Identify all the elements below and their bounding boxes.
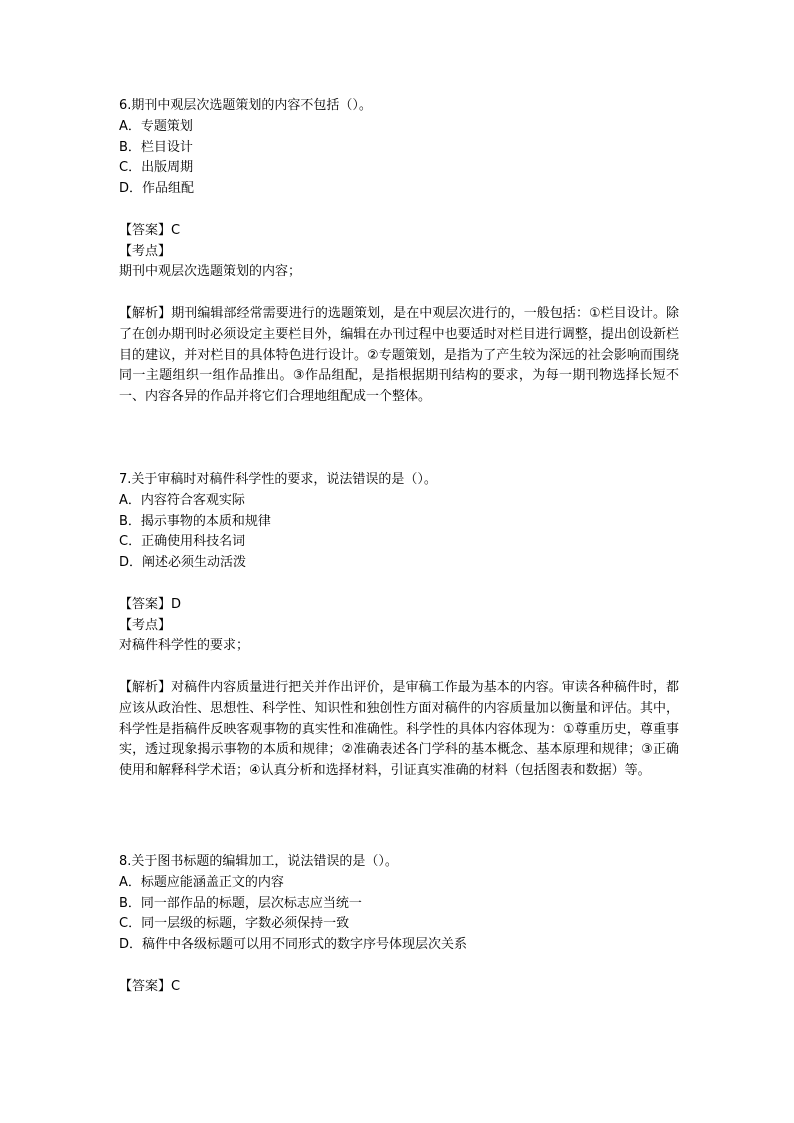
analysis-text: 对稿件内容质量进行把关并作出评价，是审稿工作最为基本的内容。审读各种稿件时，都应该从政治性、思想性、科学性、知识性和独创性方面对稿件的内容质量加以衡量和评估。其中，科学性是指稿件反映客观事物的真实性和准确性。科学性的具体内容体现为：①尊重历史，尊重事实，透过现象揭示事物的本质和规律；②准确表述各门学科的基本概念、基本原理和规律；③正确使用和解释科学术语；④认真分析和选择材料，引证真实准确的材料（包括图表和数据）等。	[119, 679, 679, 779]
analysis-text: 期刊编辑部经常需要进行的选题策划，是在中观层次进行的，一般包括：①栏目设计。除了在创办期刊时必须设定主要栏目外，编辑在办刊过程中也要适时对栏目进行调整，提出创设新栏目的建议，并对栏目的具体特色进行设计。②专题策划，是指为了产生较为深远的社会影响而围绕同一主题组织一组作品推出。③作品组配，是指根据期刊结构的要求，为每一期刊物选择长短不一、内容各异的作品并将它们合理地组配成一个整体。	[119, 305, 679, 405]
question-8	[119, 852, 679, 998]
question-stem: 8.关于图书标题的编辑加工，说法错误的是（）。	[119, 853, 398, 869]
option-d: D．作品组配	[119, 181, 195, 197]
answer-value: D	[171, 596, 182, 612]
point-text: 期刊中观层次选题策划的内容；	[119, 264, 302, 280]
question-stem: 6.期刊中观层次选题策划的内容不包括（）。	[119, 98, 372, 113]
answer-label: 【答案】	[119, 596, 172, 612]
analysis-label: 【解析】	[119, 679, 172, 695]
option-a: A．专题策划	[119, 118, 193, 134]
option-b: B．栏目设计	[119, 139, 193, 155]
point-label: 【考点】	[119, 617, 172, 633]
question-6	[119, 96, 679, 408]
option-c: C．正确使用科技名词	[119, 534, 246, 550]
option-c: C．同一层级的标题，字数必须保持一致	[119, 916, 350, 932]
option-a: A．标题应能涵盖正文的内容	[119, 874, 284, 890]
question-stem: 7.关于审稿时对稿件科学性的要求，说法错误的是（）。	[119, 471, 437, 487]
answer-value: C	[171, 222, 181, 238]
answer-label: 【答案】	[119, 978, 172, 994]
answer-value: C	[171, 978, 181, 994]
option-b: B．揭示事物的本质和规律	[119, 513, 271, 529]
option-d: D．稿件中各级标题可以用不同形式的数字序号体现层次关系	[119, 937, 468, 953]
analysis-label: 【解析】	[119, 305, 172, 321]
option-b: B．同一部作品的标题，层次标志应当统一	[119, 895, 362, 911]
point-label: 【考点】	[119, 243, 172, 259]
answer-line	[119, 595, 679, 616]
option-a: A．内容符合客观实际	[119, 492, 245, 508]
question-7	[119, 470, 679, 782]
analysis-block	[119, 304, 679, 408]
analysis-block	[119, 678, 679, 782]
page-content	[119, 96, 679, 997]
answer-line	[119, 977, 679, 998]
answer-line	[119, 221, 679, 242]
option-d: D．阐述必须生动活泼	[119, 555, 247, 571]
option-c: C．出版周期	[119, 160, 194, 176]
answer-label: 【答案】	[119, 222, 172, 238]
point-text: 对稿件科学性的要求；	[119, 638, 250, 654]
